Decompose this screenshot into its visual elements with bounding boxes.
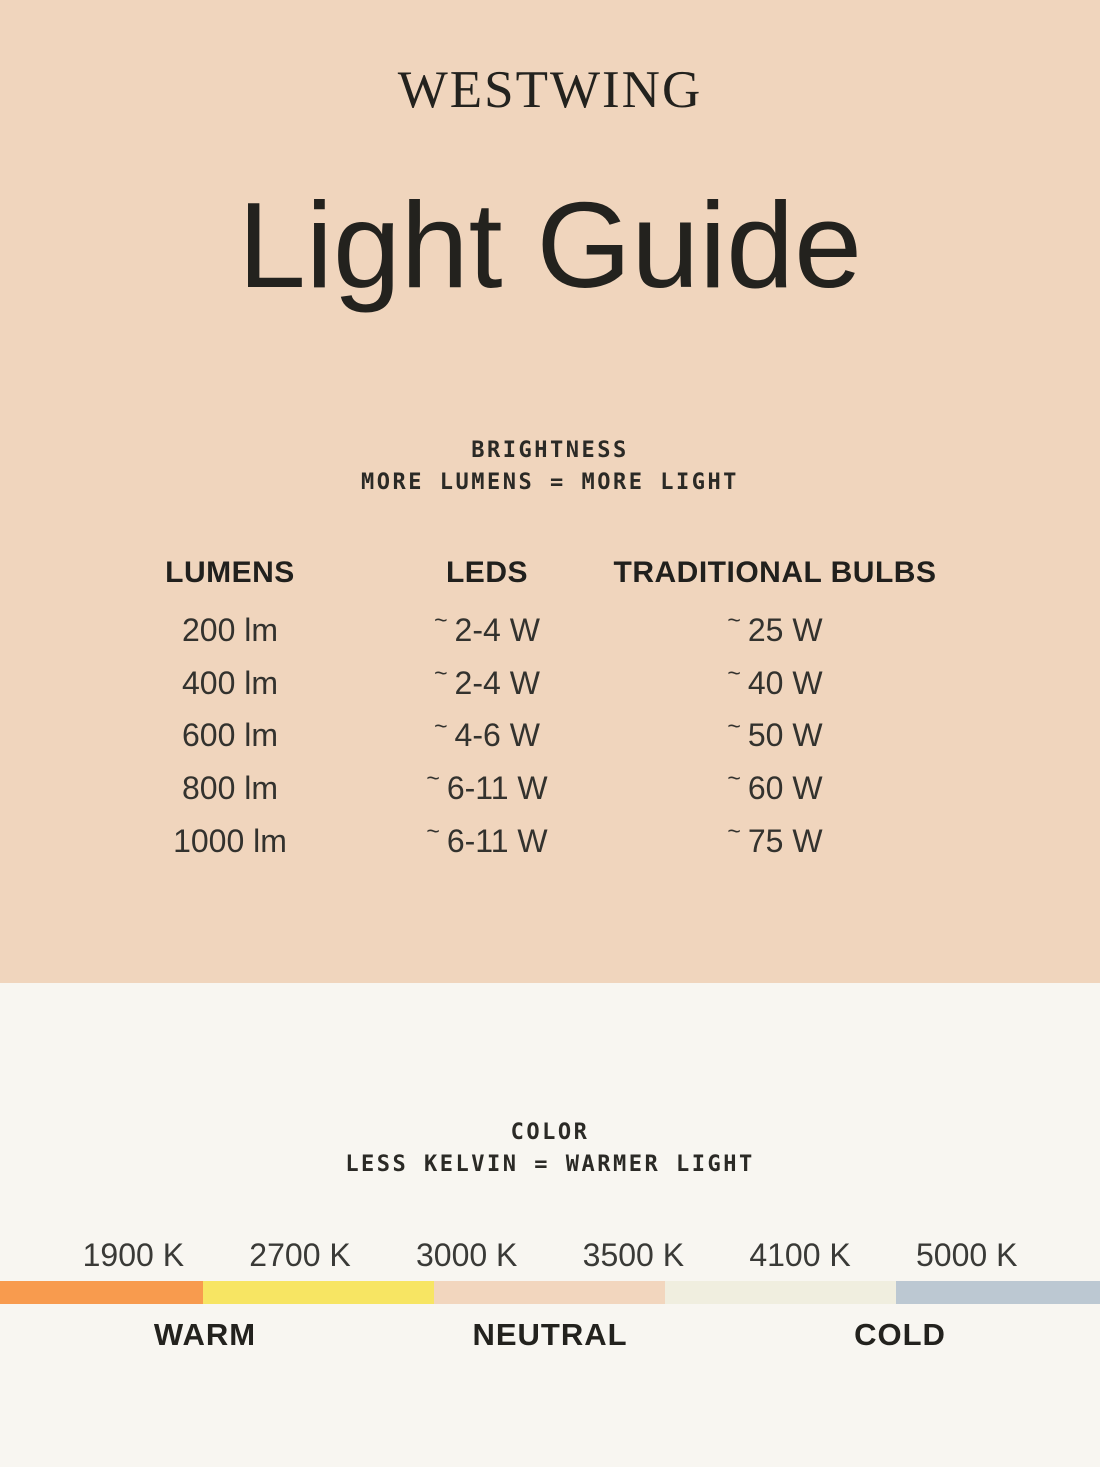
table-row	[80, 762, 956, 815]
temperature-label-warm: WARM	[153, 1317, 257, 1352]
leds-value: ~ 4-6 W	[434, 712, 540, 754]
temperature-label-neutral: NEUTRAL	[472, 1317, 628, 1352]
approx-tilde: ~	[727, 607, 741, 634]
leds-value: ~ 6-11 W	[426, 765, 548, 806]
column-header-traditional-bulbs: TRADITIONAL BULBS	[613, 556, 937, 589]
brand-logo: WESTWING	[397, 61, 703, 119]
bulbs-value: ~ 50 W	[727, 712, 823, 754]
leds-value: ~ 2-4 W	[434, 659, 540, 701]
lumens-value: 400 lm	[181, 664, 279, 701]
color-section	[0, 983, 1100, 1467]
approx-tilde: ~	[434, 607, 448, 634]
brightness-subtitle: MORE LUMENS = MORE LIGHT	[361, 470, 739, 495]
approx-tilde: ~	[727, 659, 741, 686]
scale-segment-cold-blue	[896, 1281, 1100, 1304]
lumens-value: 1000 lm	[173, 822, 287, 859]
approx-tilde: ~	[426, 817, 440, 844]
leds-value: ~ 2-4 W	[434, 607, 540, 648]
page-title: Light Guide	[238, 177, 862, 313]
approx-tilde: ~	[727, 712, 741, 739]
color-subtitle: LESS KELVIN = WARMER LIGHT	[345, 1152, 755, 1177]
table-row	[80, 604, 956, 657]
scale-segment-neutral-peach	[434, 1281, 664, 1304]
kelvin-label: 4100 K	[749, 1237, 851, 1273]
bulbs-value: ~ 60 W	[727, 765, 823, 806]
column-header-lumens: LUMENS	[165, 556, 295, 589]
scale-segment-neutral-cream	[665, 1281, 897, 1304]
lumen-table-body	[0, 604, 1100, 867]
color-temperature-scale-bar	[0, 1281, 1100, 1304]
approx-tilde: ~	[727, 765, 741, 792]
leds-value: ~ 6-11 W	[426, 817, 548, 859]
lumens-value: 600 lm	[181, 717, 279, 754]
approx-tilde: ~	[434, 659, 448, 686]
kelvin-scale-labels	[50, 1237, 1050, 1274]
color-heading: COLOR	[510, 1120, 590, 1145]
kelvin-label: 3500 K	[582, 1237, 685, 1273]
table-row	[80, 709, 956, 762]
brightness-heading: BRIGHTNESS	[471, 438, 629, 463]
table-row	[80, 815, 956, 868]
column-header-leds: LEDS	[445, 556, 528, 589]
kelvin-label: 1900 K	[82, 1237, 185, 1273]
lumens-value: 200 lm	[181, 611, 279, 648]
lumen-table-header-row	[80, 556, 956, 590]
approx-tilde: ~	[434, 712, 448, 739]
kelvin-label: 5000 K	[915, 1237, 1018, 1273]
kelvin-label: 3000 K	[415, 1237, 518, 1273]
table-row	[80, 657, 956, 710]
approx-tilde: ~	[727, 817, 741, 844]
bulbs-value: ~ 40 W	[727, 659, 823, 701]
bulbs-value: ~ 25 W	[727, 607, 823, 648]
lumens-value: 800 lm	[181, 769, 279, 806]
scale-segment-warm-yellow	[203, 1281, 435, 1304]
scale-segment-warm-orange	[0, 1281, 203, 1304]
kelvin-label: 2700 K	[249, 1237, 351, 1273]
temperature-label-cold: COLD	[854, 1317, 946, 1352]
approx-tilde: ~	[426, 765, 440, 792]
bulbs-value: ~ 75 W	[727, 817, 823, 859]
